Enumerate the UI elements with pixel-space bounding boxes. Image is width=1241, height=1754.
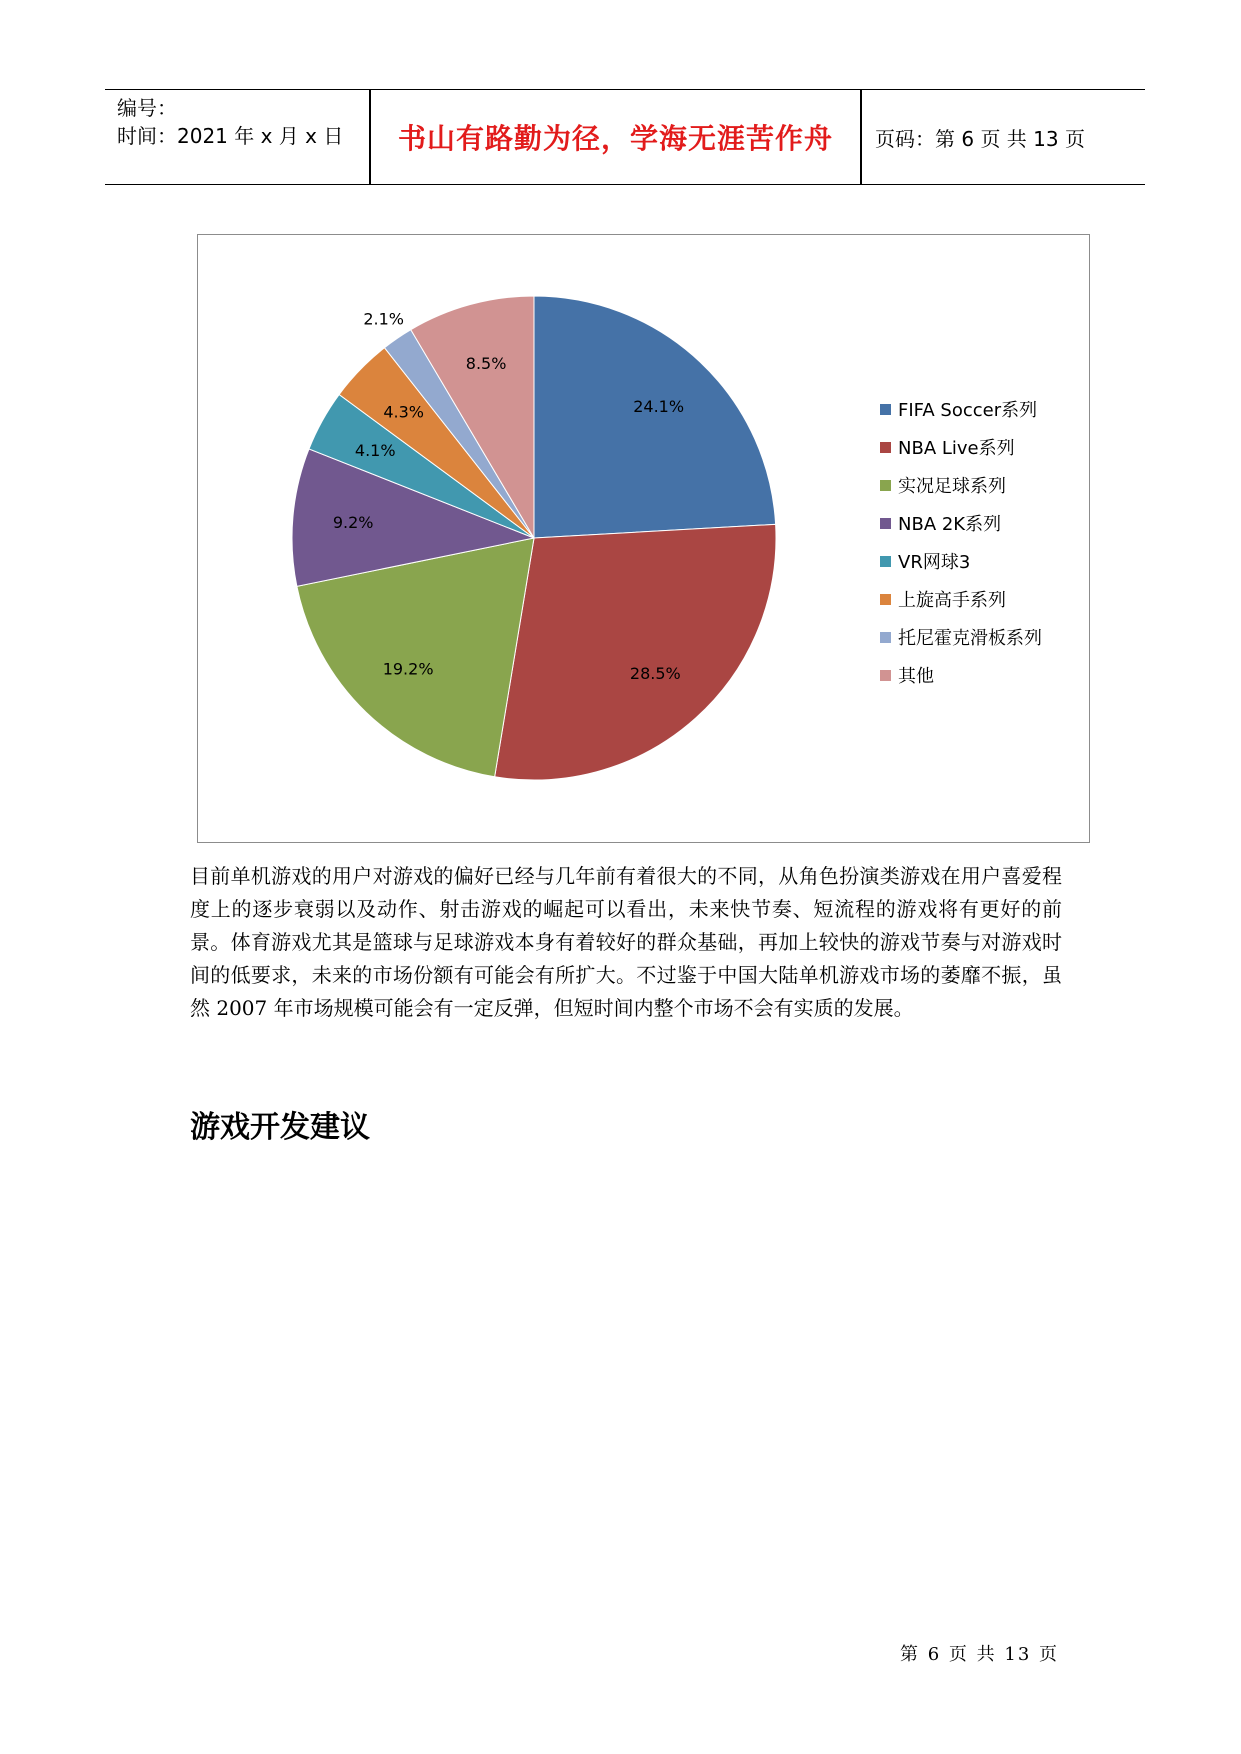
header-page-info: 页码：第 6 页 共 13 页: [875, 126, 1085, 151]
legend-item: [880, 618, 1042, 656]
legend-swatch: [880, 556, 891, 567]
legend-label: 上旋高手系列: [898, 590, 1006, 611]
legend-swatch: [880, 594, 891, 605]
legend-label: VR网球3: [898, 552, 971, 573]
page-header: [105, 89, 1145, 185]
header-number-label: 编号：: [117, 96, 177, 120]
legend-label: 托尼霍克滑板系列: [898, 628, 1042, 649]
legend-item: [880, 390, 1042, 428]
header-time-label: 时间：2021 年 x 月 x 日: [117, 124, 344, 148]
pie-slice-label: 28.5%: [629, 664, 681, 684]
page-footer: 第 6 页 共 13 页: [900, 1644, 1059, 1665]
legend-swatch: [880, 518, 891, 529]
legend-item: [880, 542, 1042, 580]
pie-slice-label: 2.1%: [363, 309, 405, 329]
pie-slice-label: 4.1%: [354, 441, 396, 461]
legend-item: [880, 656, 1042, 694]
body-paragraph: 目前单机游戏的用户对游戏的偏好已经与几年前有着很大的不同，从角色扮演类游戏在用户喜爱程度上的逐步衰弱以及动作、射击游戏的崛起可以看出，未来快节奏、短流程的游戏将有更好的前景。体育游戏尤其是篮球与足球游戏本身有着较好的群众基础，再加上较快的游戏节奏与对游戏时间的低要求，未来的市场份额有可能会有所扩大。不过鉴于中国大陆单机游戏市场的萎靡不振，虽然 2007 年市场规模可能会有一定反弹，但短时间内整个市场不会有实质的发展。: [190, 864, 1062, 1020]
legend-label: NBA 2K系列: [898, 514, 1002, 535]
pie-slice-label: 24.1%: [633, 397, 685, 417]
pie-chart: [197, 234, 1090, 843]
legend-label: FIFA Soccer系列: [898, 400, 1038, 421]
section-heading: 游戏开发建议: [190, 1110, 370, 1145]
legend-item: [880, 580, 1042, 618]
pie-slice-label: 4.3%: [383, 402, 424, 422]
pie-slice: [534, 296, 776, 538]
pie-slice-label: 8.5%: [465, 353, 507, 373]
legend-swatch: [880, 404, 891, 415]
legend-swatch: [880, 480, 891, 491]
header-meta: [117, 94, 343, 150]
legend-label: NBA Live系列: [898, 438, 1015, 459]
legend-label: 实况足球系列: [898, 476, 1006, 497]
header-divider: [860, 90, 862, 184]
chart-legend: [880, 390, 1042, 694]
legend-swatch: [880, 442, 891, 453]
legend-swatch: [880, 670, 891, 681]
legend-item: [880, 428, 1042, 466]
pie-slice: [495, 524, 776, 780]
legend-item: [880, 504, 1042, 542]
pie-slice-label: 9.2%: [332, 513, 374, 533]
pie-slice-label: 19.2%: [382, 659, 434, 679]
legend-swatch: [880, 632, 891, 643]
legend-label: 其他: [898, 666, 934, 687]
legend-item: [880, 466, 1042, 504]
header-motto: 书山有路勤为径，学海无涯苦作舟: [397, 122, 833, 155]
